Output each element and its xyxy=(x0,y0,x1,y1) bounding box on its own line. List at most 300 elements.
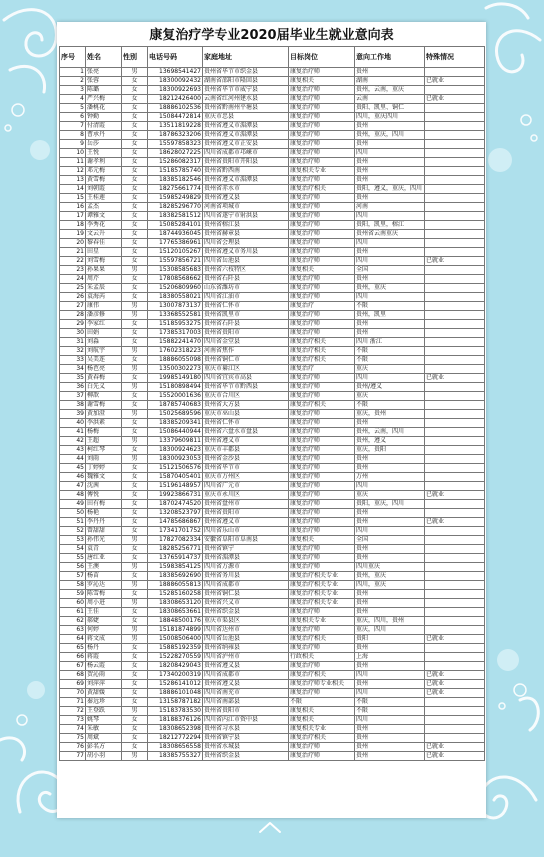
cell-target-position: 康复治疗相关专业 xyxy=(289,590,355,599)
cell-work-location: 不限 xyxy=(355,347,425,356)
cell-gender: 女 xyxy=(122,248,148,257)
cell-target-position: 康复治疗师 xyxy=(289,257,355,266)
cell-index: 33 xyxy=(60,356,86,365)
cell-target-position: 康复治疗相关 xyxy=(289,635,355,644)
cell-index: 57 xyxy=(60,572,86,581)
cell-index: 38 xyxy=(60,401,86,410)
cell-special-notes xyxy=(425,194,485,203)
cell-name: 王桂莲 xyxy=(86,194,122,203)
cell-gender: 女 xyxy=(122,158,148,167)
cell-address: 贵州省遵义县 xyxy=(203,680,289,689)
cell-work-location: 贵州 xyxy=(355,329,425,338)
cell-address: 贵州省遵义县 xyxy=(203,662,289,671)
cell-special-notes xyxy=(425,545,485,554)
cell-index: 43 xyxy=(60,446,86,455)
chevron-up-icon[interactable] xyxy=(258,820,282,834)
table-row xyxy=(60,374,485,383)
cell-index: 58 xyxy=(60,581,86,590)
cell-target-position: 康复治疗师 xyxy=(289,518,355,527)
cell-work-location: 云南 xyxy=(355,95,425,104)
cell-target-position: 康复治疗师 xyxy=(289,545,355,554)
cell-gender: 女 xyxy=(122,644,148,653)
cell-target-position: 康复治疗师 xyxy=(289,374,355,383)
cell-work-location: 贵州，重庆 xyxy=(355,284,425,293)
cell-address: 贵州省毕节市织金县 xyxy=(203,68,289,77)
table-row xyxy=(60,86,485,95)
table-row xyxy=(60,239,485,248)
table-row xyxy=(60,635,485,644)
cell-index: 72 xyxy=(60,707,86,716)
cell-gender: 女 xyxy=(122,725,148,734)
cell-name: 陈璐 xyxy=(86,86,122,95)
cell-gender: 女 xyxy=(122,122,148,131)
cell-gender: 男 xyxy=(122,626,148,635)
cell-address: 四川省金堂县 xyxy=(203,338,289,347)
cell-special-notes xyxy=(425,599,485,608)
cell-gender: 男 xyxy=(122,707,148,716)
cell-work-location: 贵州/遵义 xyxy=(355,383,425,392)
table-row xyxy=(60,626,485,635)
cell-name: 孙伟光 xyxy=(86,536,122,545)
table-row xyxy=(60,455,485,464)
cell-gender: 女 xyxy=(122,392,148,401)
cell-index: 40 xyxy=(60,419,86,428)
cell-gender: 女 xyxy=(122,527,148,536)
cell-name: 周小进 xyxy=(86,599,122,608)
cell-phone: 13368552581 xyxy=(148,311,203,320)
cell-special-notes xyxy=(425,401,485,410)
cell-index: 77 xyxy=(60,752,86,761)
cell-target-position: 康复治疗师 xyxy=(289,689,355,698)
cell-target-position: 康复治疗师 xyxy=(289,662,355,671)
cell-index: 1 xyxy=(60,68,86,77)
cell-phone: 18886102536 xyxy=(148,104,203,113)
cell-special-notes: 已就业 xyxy=(425,491,485,500)
cell-special-notes xyxy=(425,608,485,617)
table-row xyxy=(60,545,485,554)
cell-name: 罗沁达 xyxy=(86,581,122,590)
cell-address: 贵州省兴义市 xyxy=(203,599,289,608)
cell-name: 孟杰 xyxy=(86,203,122,212)
cell-special-notes xyxy=(425,113,485,122)
cell-name: 杨艳 xyxy=(86,509,122,518)
cell-work-location: 贵州，遵义 xyxy=(355,437,425,446)
cell-name: 杨苗 xyxy=(86,572,122,581)
cell-target-position: 康复相关 xyxy=(289,716,355,725)
cell-name: 柳歆 xyxy=(86,392,122,401)
cell-special-notes xyxy=(425,122,485,131)
cell-target-position: 康复治疗师 xyxy=(289,122,355,131)
table-row xyxy=(60,680,485,689)
cell-gender: 男 xyxy=(122,266,148,275)
cell-name: 邓元梅 xyxy=(86,167,122,176)
cell-target-position: 康复治疗师 xyxy=(289,149,355,158)
cell-address: 贵州省遵义市正安县 xyxy=(203,140,289,149)
cell-index: 5 xyxy=(60,104,86,113)
table-row xyxy=(60,599,485,608)
cell-special-notes xyxy=(425,248,485,257)
cell-work-location: 四川 xyxy=(355,212,425,221)
cell-gender: 女 xyxy=(122,194,148,203)
table-row xyxy=(60,284,485,293)
table-row xyxy=(60,608,485,617)
cell-gender: 男 xyxy=(122,68,148,77)
cell-gender: 女 xyxy=(122,176,148,185)
cell-work-location: 贵州 xyxy=(355,248,425,257)
cell-name: 柯红琴 xyxy=(86,446,122,455)
cell-phone: 15008506400 xyxy=(148,635,203,644)
cell-name: 刘航宇 xyxy=(86,347,122,356)
cell-special-notes xyxy=(425,293,485,302)
cell-target-position: 康复治疗师 xyxy=(289,500,355,509)
cell-name: 潘彦修 xyxy=(86,311,122,320)
cell-target-position: 康复治疗师 xyxy=(289,194,355,203)
cell-index: 22 xyxy=(60,257,86,266)
cell-special-notes xyxy=(425,383,485,392)
cell-address: 贵州省水城县 xyxy=(203,743,289,752)
cell-index: 61 xyxy=(60,608,86,617)
cell-gender: 男 xyxy=(122,599,148,608)
header-address: 家庭地址 xyxy=(203,47,289,68)
cell-special-notes xyxy=(425,644,485,653)
table-row xyxy=(60,653,485,662)
cell-phone: 17341701752 xyxy=(148,527,203,536)
cell-address: 贵州省遵义市湄潭县 xyxy=(203,122,289,131)
cell-target-position: 康复治疗师 xyxy=(289,239,355,248)
cell-work-location: 贵州 xyxy=(355,743,425,752)
cell-phone: 18208429043 xyxy=(148,662,203,671)
cell-target-position: 康复治疗师 xyxy=(289,320,355,329)
cell-target-position: 康复治疗师 xyxy=(289,230,355,239)
cell-target-position: 康复治疗师 xyxy=(289,644,355,653)
cell-gender: 女 xyxy=(122,716,148,725)
cell-work-location: 湖南 xyxy=(355,77,425,86)
cell-address: 贵州省织金县 xyxy=(203,608,289,617)
cell-special-notes xyxy=(425,563,485,572)
table-row xyxy=(60,743,485,752)
cell-work-location: 贵州 xyxy=(355,509,425,518)
cell-phone: 19923866731 xyxy=(148,491,203,500)
cell-special-notes: 已就业 xyxy=(425,518,485,527)
table-row xyxy=(60,311,485,320)
cell-target-position: 康复治疗师 xyxy=(289,293,355,302)
cell-name: 陈雪梅 xyxy=(86,590,122,599)
cell-name: 魏雅文 xyxy=(86,473,122,482)
cell-index: 11 xyxy=(60,158,86,167)
cell-special-notes xyxy=(425,176,485,185)
cell-index: 29 xyxy=(60,320,86,329)
cell-gender: 女 xyxy=(122,230,148,239)
cell-name: 李丹丹 xyxy=(86,518,122,527)
cell-address: 贵州省铜仁市 xyxy=(203,356,289,365)
cell-target-position: 康复治疗师 xyxy=(289,383,355,392)
cell-index: 32 xyxy=(60,347,86,356)
cell-address: 四川省会理县 xyxy=(203,239,289,248)
cell-index: 41 xyxy=(60,428,86,437)
cell-special-notes xyxy=(425,68,485,77)
cell-work-location: 四川 xyxy=(355,239,425,248)
cell-target-position: 康复治疗相关专业 xyxy=(289,581,355,590)
cell-phone: 17385317003 xyxy=(148,329,203,338)
cell-work-location: 贵州 xyxy=(355,194,425,203)
cell-gender: 女 xyxy=(122,446,148,455)
cell-index: 63 xyxy=(60,626,86,635)
cell-target-position: 康复治疗师 xyxy=(289,176,355,185)
cell-phone: 18385692690 xyxy=(148,572,203,581)
cell-phone: 13379609811 xyxy=(148,437,203,446)
cell-address: 四川省成都市 xyxy=(203,671,289,680)
cell-address: 重庆市万州区 xyxy=(203,473,289,482)
cell-gender: 女 xyxy=(122,608,148,617)
cell-phone: 18275661774 xyxy=(148,185,203,194)
cell-index: 59 xyxy=(60,590,86,599)
cell-phone: 18300924623 xyxy=(148,446,203,455)
cell-work-location: 贵州 xyxy=(355,734,425,743)
cell-target-position: 康复相关 xyxy=(289,707,355,716)
cell-name: 曹承丹 xyxy=(86,131,122,140)
cell-name: 蒋霞 xyxy=(86,653,122,662)
cell-special-notes xyxy=(425,230,485,239)
cell-name: 李家红 xyxy=(86,320,122,329)
table-row xyxy=(60,329,485,338)
cell-gender: 女 xyxy=(122,554,148,563)
cell-phone: 18308656558 xyxy=(148,743,203,752)
cell-name: 何婷 xyxy=(86,626,122,635)
cell-work-location: 重庆，贵州 xyxy=(355,410,425,419)
cell-phone: 18744936045 xyxy=(148,230,203,239)
cell-index: 23 xyxy=(60,266,86,275)
cell-address: 贵州省毕节市黔西县 xyxy=(203,383,289,392)
cell-work-location: 贵州 xyxy=(355,320,425,329)
table-row xyxy=(60,320,485,329)
cell-target-position: 康复相关 xyxy=(289,536,355,545)
cell-index: 50 xyxy=(60,509,86,518)
cell-target-position: 康复治疗师专业相关 xyxy=(289,680,355,689)
cell-target-position: 康复治疗相关 xyxy=(289,356,355,365)
cell-address: 贵州省遵义市 xyxy=(203,437,289,446)
cell-address: 贵州省遵义县 xyxy=(203,194,289,203)
cell-phone: 17340200319 xyxy=(148,671,203,680)
cell-phone: 18628027225 xyxy=(148,149,203,158)
table-row xyxy=(60,446,485,455)
cell-address: 贵州省石阡县 xyxy=(203,275,289,284)
cell-index: 28 xyxy=(60,311,86,320)
cell-work-location: 四川 浙江 xyxy=(355,338,425,347)
cell-special-notes xyxy=(425,455,485,464)
cell-gender: 男 xyxy=(122,635,148,644)
cell-index: 7 xyxy=(60,122,86,131)
table-row xyxy=(60,275,485,284)
cell-work-location: 重庆，四川 xyxy=(355,626,425,635)
cell-gender: 女 xyxy=(122,320,148,329)
cell-target-position: 康复治疗师 xyxy=(289,527,355,536)
cell-address: 重庆市渠县区 xyxy=(203,617,289,626)
cell-special-notes xyxy=(425,329,485,338)
cell-index: 20 xyxy=(60,239,86,248)
cell-phone: 15183783530 xyxy=(148,707,203,716)
cell-address: 重庆市永川区 xyxy=(203,491,289,500)
cell-target-position: 康复治疗相关 xyxy=(289,185,355,194)
cell-target-position: 康复相关专业 xyxy=(289,167,355,176)
cell-work-location: 贵州 xyxy=(355,464,425,473)
cell-phone: 18300092432 xyxy=(148,77,203,86)
cell-index: 49 xyxy=(60,500,86,509)
cell-address: 贵州省大方县 xyxy=(203,401,289,410)
cell-name: 蒋文成 xyxy=(86,635,122,644)
table-row xyxy=(60,437,485,446)
table-row xyxy=(60,167,485,176)
table-row xyxy=(60,716,485,725)
table-row xyxy=(60,338,485,347)
cell-special-notes xyxy=(425,365,485,374)
cell-name: 刘淼 xyxy=(86,338,122,347)
cell-phone: 15185953275 xyxy=(148,320,203,329)
cell-index: 76 xyxy=(60,743,86,752)
cell-phone: 15025689596 xyxy=(148,410,203,419)
cell-address: 贵州省金沙县 xyxy=(203,455,289,464)
cell-phone: 17765386961 xyxy=(148,239,203,248)
cell-phone: 15086440944 xyxy=(148,428,203,437)
cell-address: 贵州省毕节市 xyxy=(203,464,289,473)
cell-address: 贵州省遵义市务川县 xyxy=(203,248,289,257)
cell-target-position: 康复治疗师 xyxy=(289,86,355,95)
cell-name: 袁青 xyxy=(86,545,122,554)
table-row xyxy=(60,140,485,149)
table-row xyxy=(60,644,485,653)
cell-address: 四川省江油市 xyxy=(203,293,289,302)
cell-index: 68 xyxy=(60,671,86,680)
cell-address: 贵州省贵阳市 xyxy=(203,509,289,518)
cell-work-location: 四川 xyxy=(355,716,425,725)
cell-address: 四川省成都市 xyxy=(203,581,289,590)
cell-special-notes xyxy=(425,392,485,401)
cell-work-location: 贵州省云南重庆 xyxy=(355,230,425,239)
cell-special-notes xyxy=(425,590,485,599)
cell-index: 51 xyxy=(60,518,86,527)
cell-gender: 男 xyxy=(122,437,148,446)
cell-index: 64 xyxy=(60,635,86,644)
cell-gender: 女 xyxy=(122,509,148,518)
cell-phone: 18285256771 xyxy=(148,545,203,554)
cell-name: 田星 xyxy=(86,248,122,257)
cell-name: 彭名方 xyxy=(86,743,122,752)
cell-target-position: 康复治疗师 xyxy=(289,158,355,167)
table-row xyxy=(60,500,485,509)
cell-gender: 女 xyxy=(122,518,148,527)
cell-index: 65 xyxy=(60,644,86,653)
cell-phone: 18848500176 xyxy=(148,617,203,626)
cell-special-notes xyxy=(425,284,485,293)
cell-name: 田有梅 xyxy=(86,500,122,509)
cell-phone: 18385209341 xyxy=(148,419,203,428)
header-index: 序号 xyxy=(60,47,86,68)
cell-name: 贺沁雨 xyxy=(86,671,122,680)
cell-gender: 男 xyxy=(122,563,148,572)
cell-name: 谢孝利 xyxy=(86,158,122,167)
cell-target-position: 康复治疗相关 xyxy=(289,347,355,356)
table-row xyxy=(60,266,485,275)
cell-target-position: 康复治疗相关 xyxy=(289,671,355,680)
cell-address: 四川省万源市 xyxy=(203,563,289,572)
cell-target-position: 康复治疗师 xyxy=(289,113,355,122)
table-row xyxy=(60,590,485,599)
cell-special-notes: 已就业 xyxy=(425,635,485,644)
cell-phone: 18300922693 xyxy=(148,86,203,95)
header-special-notes: 特殊情况 xyxy=(425,47,485,68)
cell-phone: 18886101048 xyxy=(148,689,203,698)
table-row xyxy=(60,392,485,401)
table-row xyxy=(60,131,485,140)
cell-index: 46 xyxy=(60,473,86,482)
cell-special-notes xyxy=(425,572,485,581)
cell-index: 37 xyxy=(60,392,86,401)
cell-work-location: 上海 xyxy=(355,653,425,662)
cell-phone: 18786323206 xyxy=(148,131,203,140)
cell-target-position: 康复治疗师 xyxy=(289,473,355,482)
cell-address: 四川省岳池县 xyxy=(203,257,289,266)
cell-gender: 女 xyxy=(122,356,148,365)
cell-phone: 18285296770 xyxy=(148,203,203,212)
cell-special-notes xyxy=(425,410,485,419)
cell-target-position: 康复相关专业 xyxy=(289,617,355,626)
cell-name: 黄加澄 xyxy=(86,410,122,419)
cell-gender: 男 xyxy=(122,410,148,419)
cell-index: 2 xyxy=(60,77,86,86)
cell-address: 四川省达州市 xyxy=(203,626,289,635)
cell-special-notes xyxy=(425,221,485,230)
cell-gender: 女 xyxy=(122,680,148,689)
cell-work-location: 贵州 xyxy=(355,644,425,653)
cell-gender: 女 xyxy=(122,419,148,428)
cell-address: 重庆市巫山县 xyxy=(203,410,289,419)
cell-work-location: 重庆，贵阳 xyxy=(355,446,425,455)
cell-address: 重庆市丰都县 xyxy=(203,446,289,455)
cell-name: 杨丹 xyxy=(86,644,122,653)
cell-gender: 女 xyxy=(122,491,148,500)
cell-gender: 男 xyxy=(122,383,148,392)
cell-index: 34 xyxy=(60,365,86,374)
cell-target-position: 康复相关 xyxy=(289,77,355,86)
cell-phone: 15286141012 xyxy=(148,680,203,689)
cell-special-notes: 已就业 xyxy=(425,680,485,689)
cell-index: 18 xyxy=(60,221,86,230)
cell-target-position: 康复治疗师 xyxy=(289,563,355,572)
cell-work-location: 全国 xyxy=(355,536,425,545)
cell-special-notes: 已就业 xyxy=(425,374,485,383)
cell-phone: 18212426400 xyxy=(148,95,203,104)
header-phone: 电话号码 xyxy=(148,47,203,68)
table-row xyxy=(60,581,485,590)
cell-name: 傅悦 xyxy=(86,491,122,500)
cell-phone: 15885192359 xyxy=(148,644,203,653)
cell-name: 钟勤 xyxy=(86,113,122,122)
cell-target-position: 康复治疗 xyxy=(289,302,355,311)
cell-work-location: 贵州 xyxy=(355,68,425,77)
cell-index: 14 xyxy=(60,185,86,194)
cell-target-position: 康复治疗师 xyxy=(289,410,355,419)
cell-special-notes xyxy=(425,653,485,662)
cell-index: 30 xyxy=(60,329,86,338)
cell-target-position: 康复治疗师 xyxy=(289,95,355,104)
cell-work-location: 贵州，重庆，四川 xyxy=(355,131,425,140)
table-row xyxy=(60,509,485,518)
cell-work-location: 全国 xyxy=(355,266,425,275)
cell-name: 付清霞 xyxy=(86,122,122,131)
cell-index: 26 xyxy=(60,293,86,302)
cell-work-location: 四川 xyxy=(355,527,425,536)
cell-address: 贵州省仁怀市 xyxy=(203,419,289,428)
cell-name: 王超 xyxy=(86,437,122,446)
